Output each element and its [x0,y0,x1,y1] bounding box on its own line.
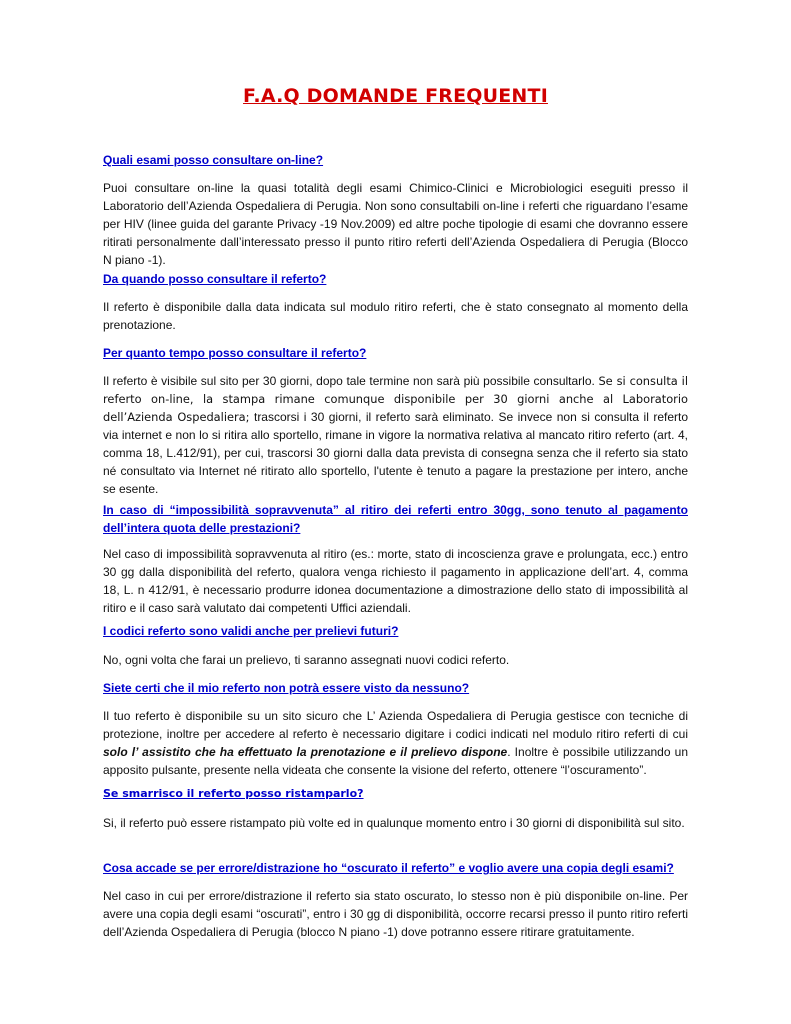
faq-question-7[interactable]: Se smarrisco il referto posso ristamparlo? [103,787,364,800]
faq-answer-3-part1: Il referto è visibile sul sito per 30 giorni, dopo tale termine non sarà più possibile consultarlo. [103,374,599,388]
faq-answer-6-emphasis: solo l’ assistito che ha effettuato la prenotazione e il prelievo dispone [103,745,508,759]
faq-question-8[interactable]: Cosa accade se per errore/distrazione ho “oscurato il referto” e voglio avere una copia degli esami? [103,861,674,875]
faq-answer-1: Puoi consultare on-line la quasi totalità degli esami Chimico-Clinici e Microbiologici eseguiti presso il Laboratorio dell’Azienda Ospedaliera di Perugia. Non sono consultabili on-line i referti che riguardano l’esame per HIV (linee guida del garante Privacy -19 Nov.2009) ed altre poche tipologie di esami che dovranno essere ritirati personalmente dall’interessato presso il punto ritiro referti dell’Azienda Ospedaliera di Perugia (Blocco N piano -1). [103,181,688,267]
faq-answer-3 [103,372,688,498]
faq-answer-3-part3: trascorsi i 30 giorni, il referto sarà eliminato. Se invece non si consulta il referto via internet e non lo si ritira allo sportello, rimane in vigore la normativa relativa al mancato ritiro referto (art. 4, comma 18, L.412/91), per cui, trascorsi 30 giorni dalla data prevista di consegna senza che il referto sia stato né consultato via Internet né ritirato allo sportello, l'utente è tenuto a pagare la prestazione per intero, anche se esente. [103,410,689,496]
faq-answer-8: Nel caso in cui per errore/distrazione il referto sia stato oscurato, lo stesso non è più disponibile on-line. Per avere una copia degli esami “oscurati”, entro i 30 gg di disponibilità, occorre recarsi presso il punto ritiro referti dell’Azienda Ospedaliera di Perugia (blocco N piano -1) dove potranno essere ritirare gratuitamente. [103,889,688,939]
faq-question-4[interactable]: In caso di “impossibilità sopravvenuta” al ritiro dei referti entro 30gg, sono tenuto al pagamento dell’intera quota delle prestazioni? [103,503,688,535]
faq-question-2[interactable]: Da quando posso consultare il referto? [103,272,327,286]
faq-answer-3-part2: Se si consulta il referto on-line, la stampa rimane comunque disponibile per 30 giorni anche al Laboratorio dell’Azienda Ospedaliera; [103,374,688,424]
faq-question-6[interactable]: Siete certi che il mio referto non potrà essere visto da nessuno? [103,681,470,695]
faq-answer-7: Si, il referto può essere ristampato più volte ed in qualunque momento entro i 30 giorni di disponibilità sul sito. [103,816,685,830]
faq-answer-6-part1: Il tuo referto è disponibile su un sito sicuro che L’ Azienda Ospedaliera di Perugia gestisce con tecniche di protezione, inoltre per accedere al referto è necessario digitare i codici indicati nel modulo ritiro referti di cui [103,709,688,741]
faq-question-5[interactable]: I codici referto sono validi anche per prelievi futuri? [103,624,399,638]
faq-answer-5: No, ogni volta che farai un prelievo, ti saranno assegnati nuovi codici referto. [103,653,510,667]
faq-answer-6 [103,707,688,779]
faq-question-1[interactable]: Quali esami posso consultare on-line? [103,153,324,167]
faq-answer-6-part2: . Inoltre è possibile utilizzando un apposito pulsante, presente nella videata che consente la visione del referto, ottenere “l’oscuramento”. [103,745,688,777]
faq-answer-4: Nel caso di impossibilità sopravvenuta al ritiro (es.: morte, stato di incoscienza grave e prolungata, ecc.) entro 30 gg dalla disponibilità del referto, qualora venga richiesto il pagamento in applicazione dell’art. 4, comma 18, L. n 412/91, è necessario produrre idonea documentazione a dimostrazione dello stato di impossibilità al ritiro e il caso sarà valutato dai competenti Uffici aziendali. [103,547,688,615]
page-title: F.A.Q DOMANDE FREQUENTI [243,85,548,107]
faq-question-3[interactable]: Per quanto tempo posso consultare il referto? [103,346,367,360]
faq-answer-2: Il referto è disponibile dalla data indicata sul modulo ritiro referti, che è stato consegnato al momento della prenotazione. [103,300,688,332]
